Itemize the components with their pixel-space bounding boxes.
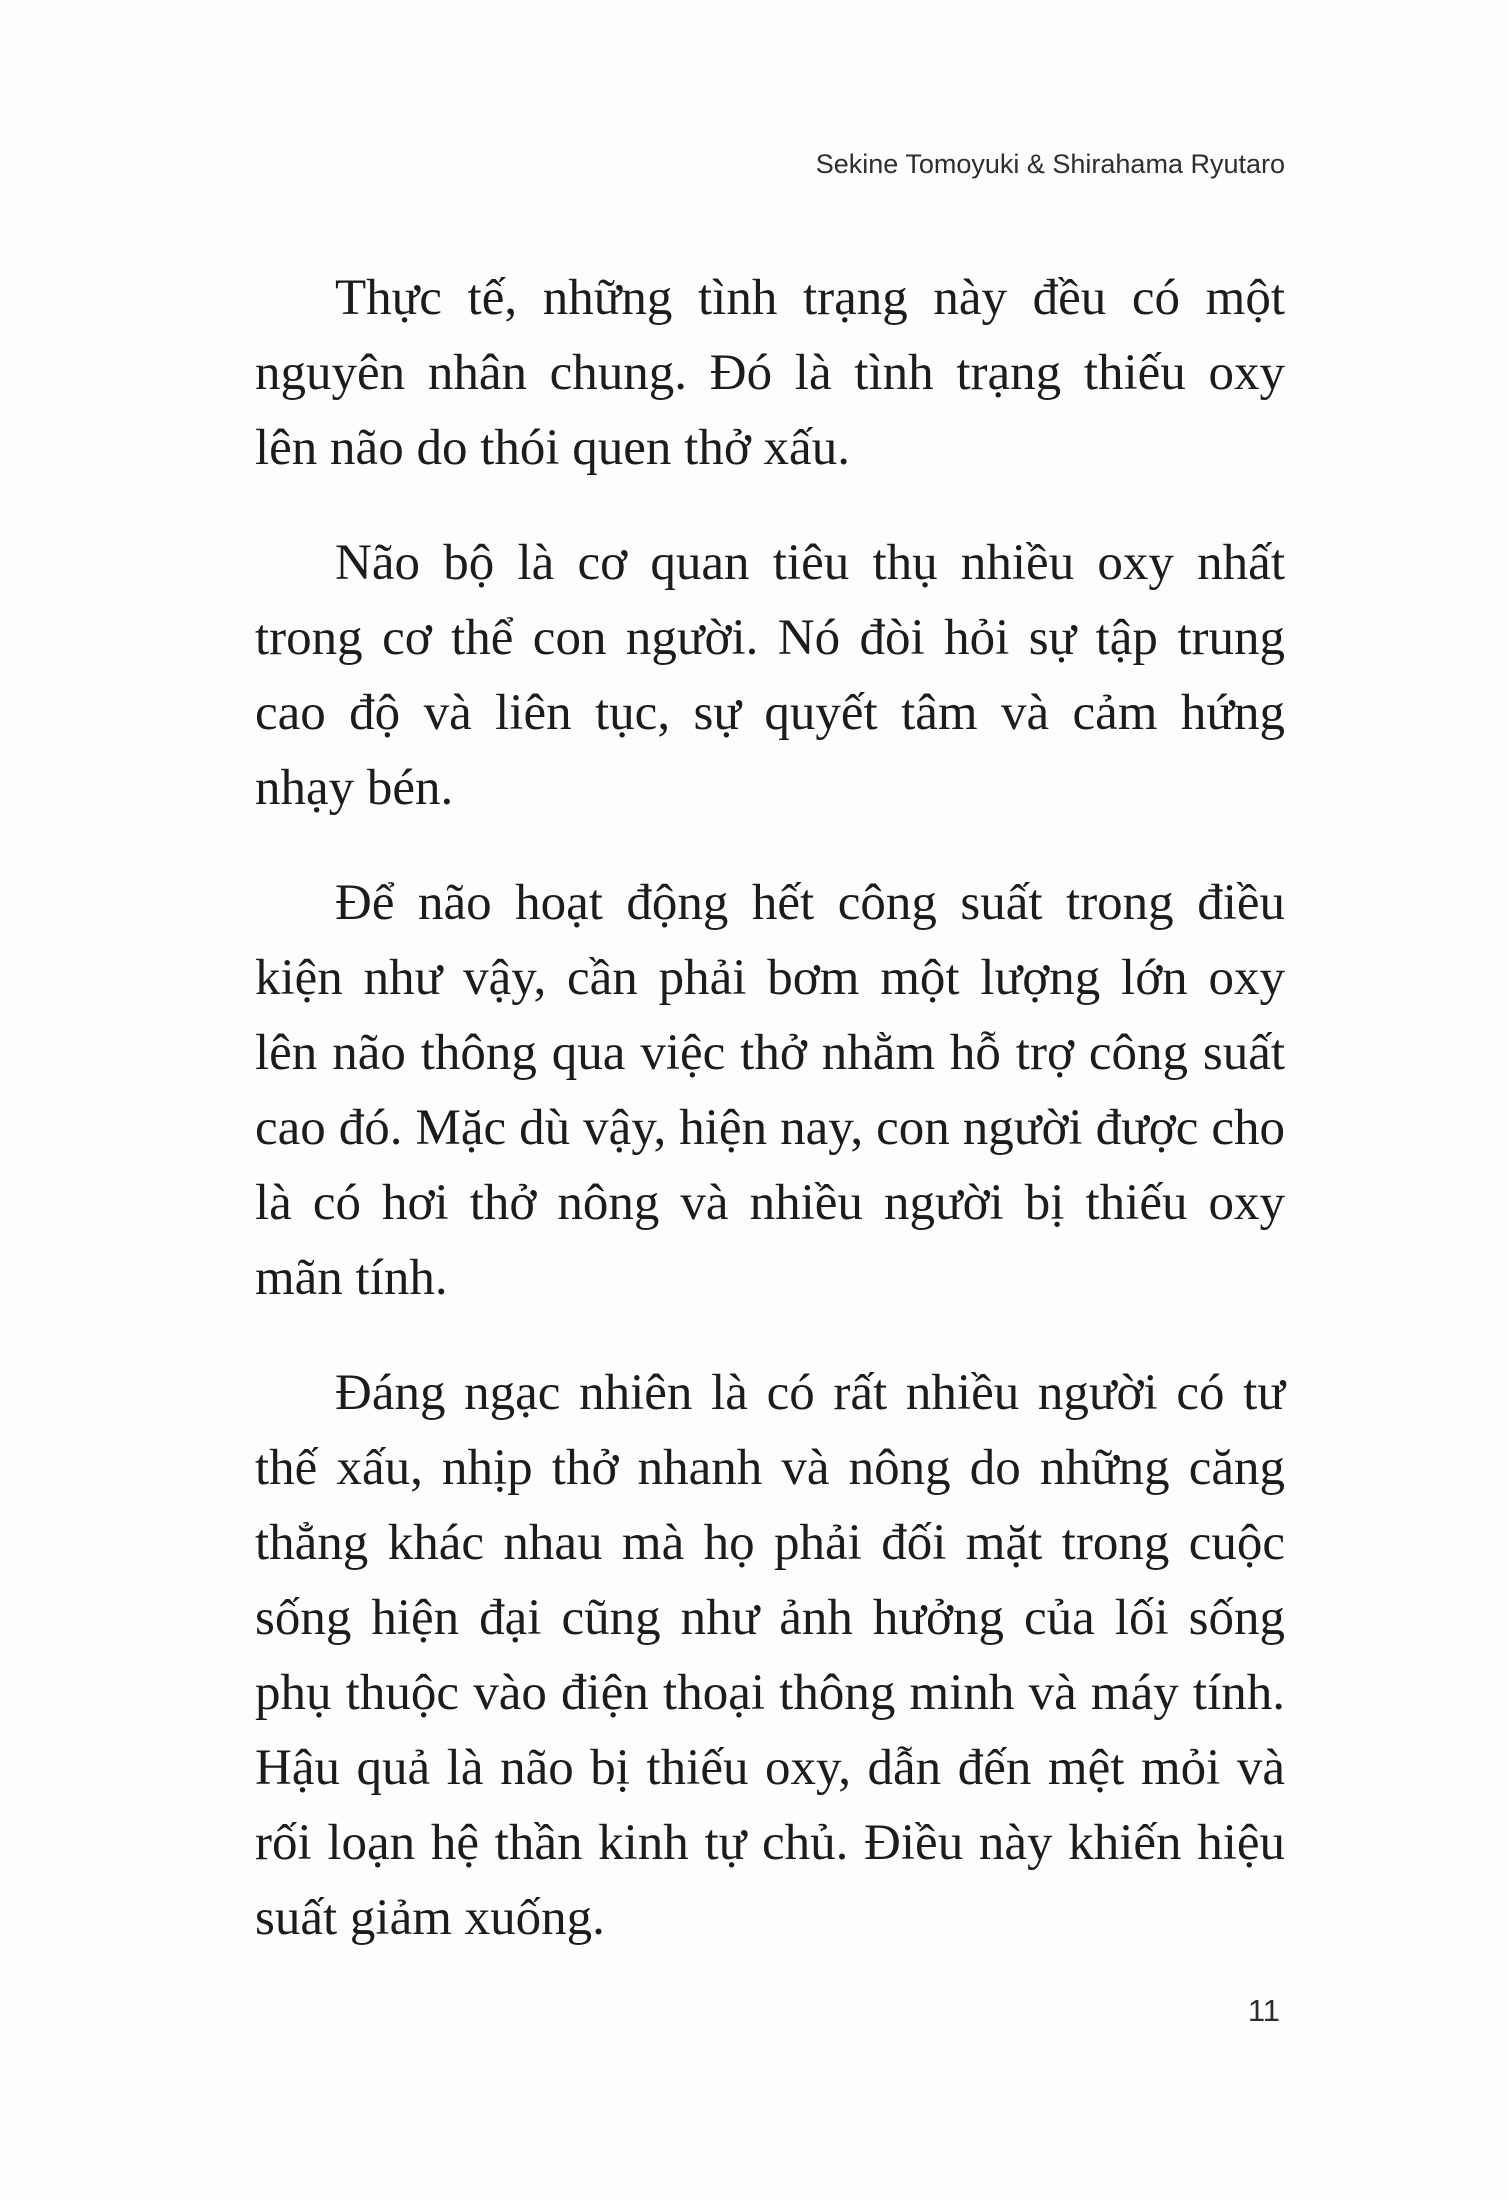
text-line: thẳng khác nhau mà họ phải đối mặt trong cuộc: [255, 1515, 1285, 1571]
paragraph-1: [255, 261, 1285, 486]
paragraph-4: [255, 1356, 1285, 1956]
text-line: Đáng ngạc nhiên là có rất nhiều người có tư: [335, 1365, 1285, 1421]
text-line: cao đó. Mặc dù vậy, hiện nay, con người được cho: [255, 1100, 1285, 1156]
text-line: Để não hoạt động hết công suất trong điều: [335, 875, 1285, 931]
text-line: Hậu quả là não bị thiếu oxy, dẫn đến mệt mỏi và: [255, 1740, 1285, 1796]
text-line: là có hơi thở nông và nhiều người bị thiếu oxy: [255, 1175, 1285, 1231]
text-line: phụ thuộc vào điện thoại thông minh và máy tính.: [255, 1665, 1285, 1721]
text-line: trong cơ thể con người. Nó đòi hỏi sự tập trung: [255, 610, 1285, 666]
paragraph-2: [255, 526, 1285, 826]
text-line: sống hiện đại cũng như ảnh hưởng của lối sống: [255, 1590, 1285, 1646]
text-line: suất giảm xuống.: [255, 1890, 605, 1946]
text-line: Thực tế, những tình trạng này đều có một: [335, 270, 1285, 326]
text-line: nguyên nhân chung. Đó là tình trạng thiếu oxy: [255, 345, 1285, 401]
body-text: [255, 261, 1285, 1996]
text-line: rối loạn hệ thần kinh tự chủ. Điều này khiến hiệu: [255, 1815, 1285, 1871]
text-line: Não bộ là cơ quan tiêu thụ nhiều oxy nhất: [335, 535, 1285, 591]
text-line: kiện như vậy, cần phải bơm một lượng lớn oxy: [255, 950, 1285, 1006]
text-line: nhạy bén.: [255, 760, 454, 816]
paragraph-3: [255, 866, 1285, 1316]
running-header: Sekine Tomoyuki & Shirahama Ryutaro: [815, 149, 1285, 179]
text-line: mãn tính.: [255, 1250, 448, 1306]
text-line: lên não thông qua việc thở nhằm hỗ trợ công suất: [255, 1025, 1285, 1081]
page-number: 11: [1247, 1993, 1280, 2028]
text-line: lên não do thói quen thở xấu.: [255, 420, 850, 476]
text-line: cao độ và liên tục, sự quyết tâm và cảm hứng: [255, 685, 1285, 741]
text-line: thế xấu, nhịp thở nhanh và nông do những căng: [255, 1440, 1285, 1496]
